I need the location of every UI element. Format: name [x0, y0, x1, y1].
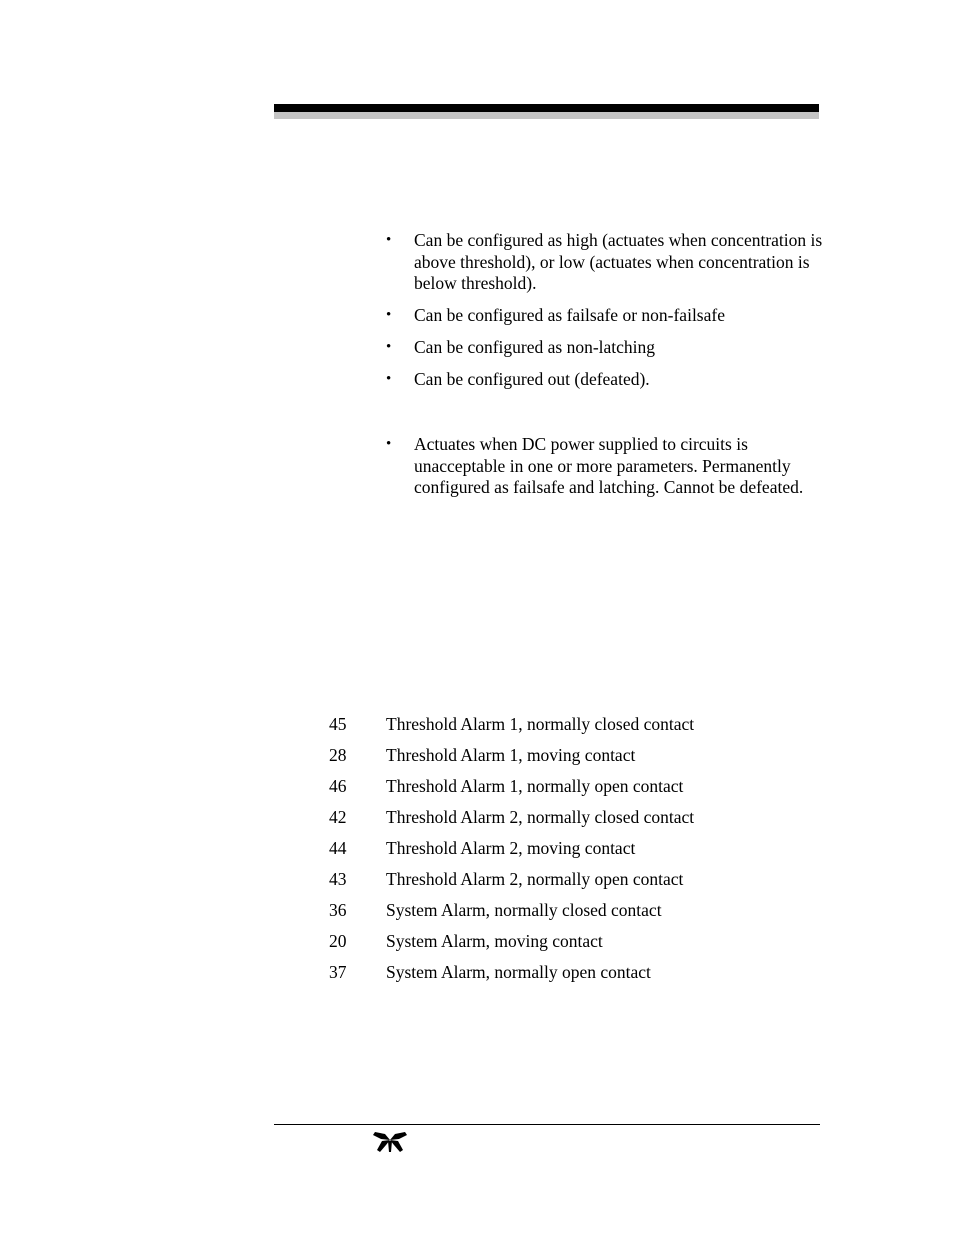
pin-number: 36	[329, 900, 347, 920]
table-row	[329, 776, 694, 807]
list-item	[386, 230, 826, 295]
pin-number: 43	[329, 869, 347, 889]
list-item-text: Can be configured as non-latching	[414, 337, 656, 357]
list-item	[386, 337, 826, 359]
pin-number: 20	[329, 931, 347, 951]
pin-number: 42	[329, 807, 347, 827]
threshold-alarm-feature-list	[386, 230, 826, 401]
pin-function: Threshold Alarm 2, normally closed contact	[386, 807, 695, 827]
pin-function: Threshold Alarm 1, moving contact	[386, 745, 636, 765]
list-item-text: Can be configured as failsafe or non-failsafe	[414, 305, 725, 325]
teledyne-logo-icon	[372, 1131, 408, 1153]
list-item	[386, 369, 826, 391]
pin-number: 37	[329, 962, 347, 982]
bullet-icon: •	[386, 232, 392, 248]
bullet-icon: •	[386, 307, 392, 323]
pin-function: Threshold Alarm 1, normally open contact	[386, 776, 684, 796]
pin-number: 46	[329, 776, 347, 796]
table-row	[329, 714, 694, 745]
pin-function: System Alarm, normally closed contact	[386, 900, 662, 920]
header-rule-shadow	[274, 112, 819, 119]
table-row	[329, 931, 694, 962]
list-item	[386, 305, 826, 327]
alarm-pin-table	[329, 714, 694, 993]
pin-function: Threshold Alarm 1, normally closed contact	[386, 714, 695, 734]
header-rule	[274, 104, 819, 112]
table-row	[329, 807, 694, 838]
bullet-icon: •	[386, 371, 392, 387]
system-alarm-feature-list	[386, 434, 826, 499]
list-item-text: Can be configured as high (actuates when concentration is above threshold), or low (actuates when concentration is below threshold).	[414, 230, 823, 293]
pin-number: 28	[329, 745, 347, 765]
table-row	[329, 745, 694, 776]
pin-number: 44	[329, 838, 347, 858]
footer-rule	[274, 1124, 820, 1125]
pin-function: System Alarm, normally open contact	[386, 962, 651, 982]
pin-function: Threshold Alarm 2, moving contact	[386, 838, 636, 858]
list-item-text: Can be configured out (defeated).	[414, 369, 650, 389]
table-row	[329, 869, 694, 900]
pin-function: System Alarm, moving contact	[386, 931, 603, 951]
table-row	[329, 838, 694, 869]
list-item-text: Actuates when DC power supplied to circuits is unacceptable in one or more parameters. Permanently configured as failsafe and latching. Cannot be defeated.	[414, 434, 804, 497]
list-item	[386, 434, 826, 499]
bullet-icon: •	[386, 339, 392, 355]
pin-number: 45	[329, 714, 347, 734]
pin-function: Threshold Alarm 2, normally open contact	[386, 869, 684, 889]
bullet-icon: •	[386, 436, 392, 452]
table-row	[329, 900, 694, 931]
table-row	[329, 962, 694, 993]
